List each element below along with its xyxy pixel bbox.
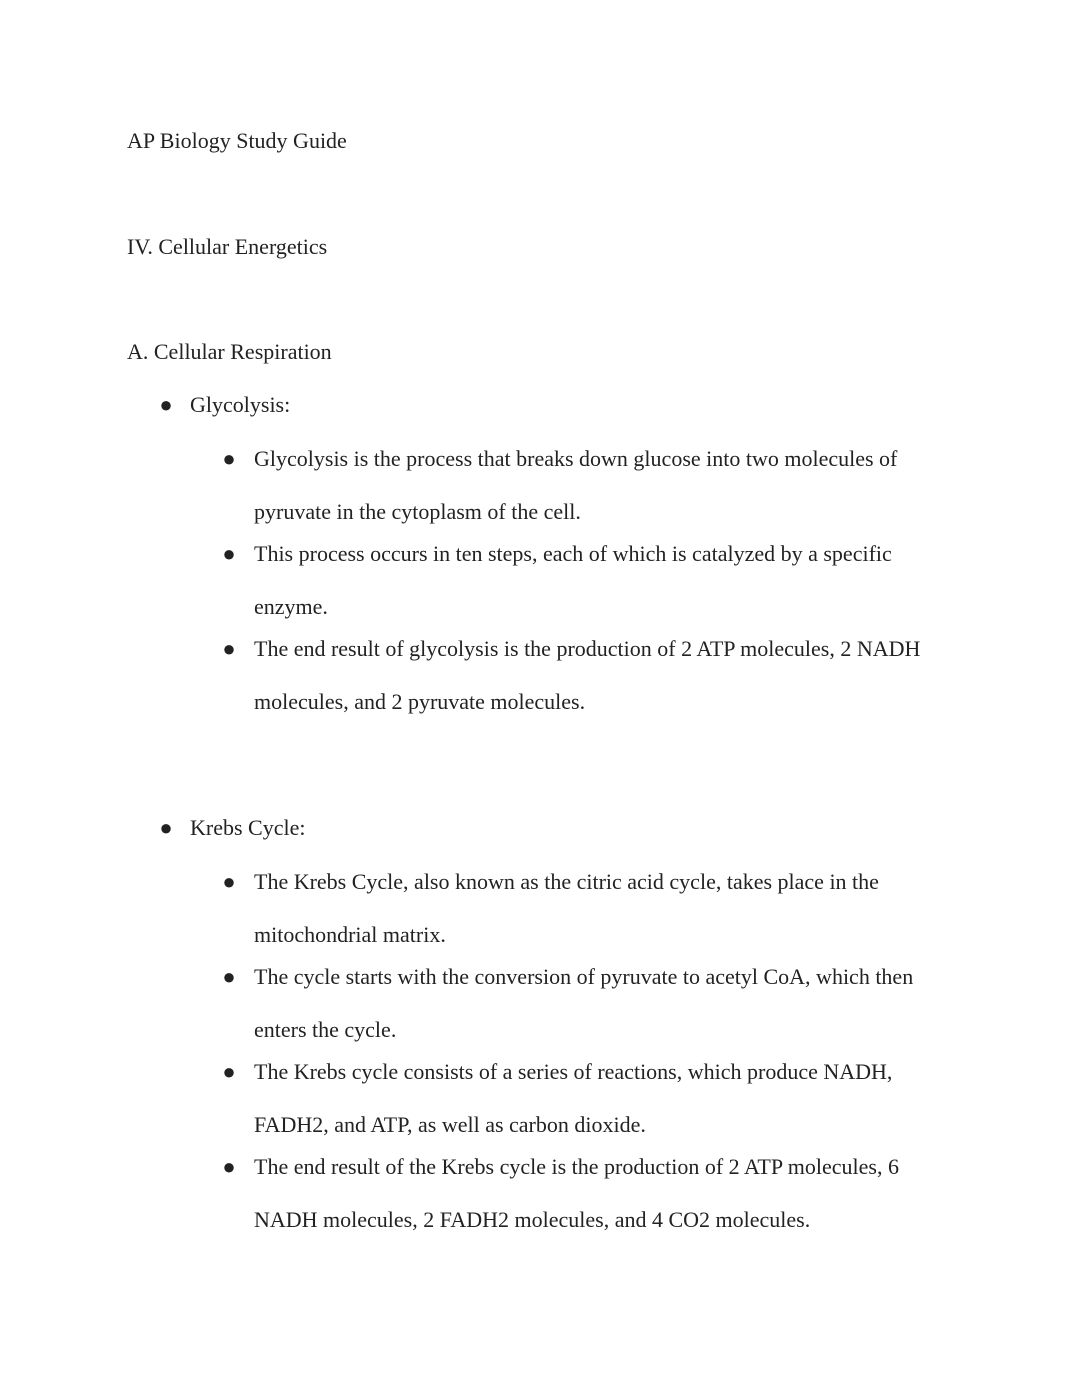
list-item xyxy=(222,432,962,538)
bullet-icon: ● xyxy=(222,869,236,894)
list-item-text: The end result of glycolysis is the production of 2 ATP molecules, 2 NADH molecules, and 2 pyruvate molecules. xyxy=(254,636,921,714)
bullet-icon: ● xyxy=(222,1059,236,1084)
bullet-icon: ● xyxy=(222,964,236,989)
glycolysis-points xyxy=(222,443,962,728)
bullet-icon: ● xyxy=(222,636,236,661)
unit-heading: IV. Cellular Energetics xyxy=(127,234,328,259)
topic-label: Glycolysis: xyxy=(190,392,291,417)
list-item-text: The Krebs Cycle, also known as the citric acid cycle, takes place in the mitochondrial matrix. xyxy=(254,869,879,947)
list-item xyxy=(222,855,962,961)
list-item xyxy=(222,1045,962,1151)
list-item-text: This process occurs in ten steps, each of which is catalyzed by a specific enzyme. xyxy=(254,541,892,619)
list-item xyxy=(222,1140,962,1246)
krebs-cycle-points xyxy=(222,866,962,1246)
list-item-text: The Krebs cycle consists of a series of reactions, which produce NADH, FADH2, and ATP, as well as carbon dioxide. xyxy=(254,1059,893,1137)
list-item xyxy=(222,527,962,633)
list-item-text: Glycolysis is the process that breaks down glucose into two molecules of pyruvate in the cytoplasm of the cell. xyxy=(254,446,898,524)
list-item-text: The end result of the Krebs cycle is the production of 2 ATP molecules, 6 NADH molecules, 2 FADH2 molecules, and 4 CO2 molecules. xyxy=(254,1154,899,1232)
section-heading: A. Cellular Respiration xyxy=(127,339,332,364)
document-title: AP Biology Study Guide xyxy=(127,128,347,153)
list-item xyxy=(222,950,962,1056)
bullet-icon: ● xyxy=(222,446,236,471)
list-item xyxy=(222,622,962,728)
bullet-icon: ● xyxy=(222,1154,236,1179)
topic-label: Krebs Cycle: xyxy=(190,815,306,840)
bullet-icon: ● xyxy=(159,392,173,417)
bullet-icon: ● xyxy=(222,541,236,566)
bullet-icon: ● xyxy=(159,815,173,840)
list-item-text: The cycle starts with the conversion of pyruvate to acetyl CoA, which then enters the cycle. xyxy=(254,964,914,1042)
